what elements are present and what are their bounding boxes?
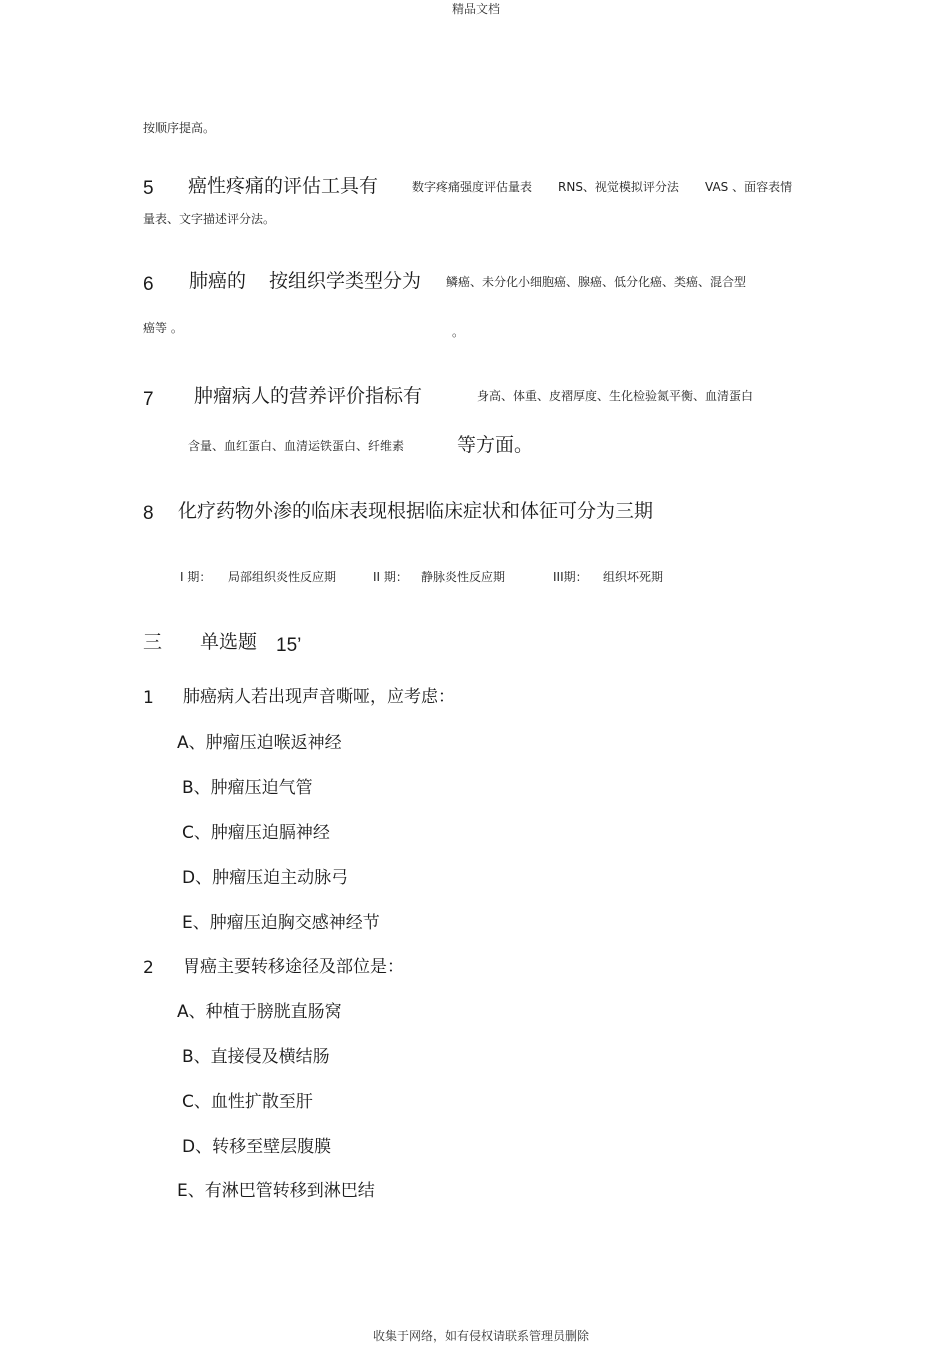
q5-answer-b: RNS、视觉模拟评分法 <box>558 180 679 194</box>
mcq1-option-b: B、肿瘤压迫气管 <box>182 778 313 798</box>
q8-stage-1-label: I 期： <box>180 570 212 584</box>
section3-title: 单选题 <box>200 631 258 653</box>
mcq1-stem: 肺癌病人若出现声音嘶哑，应考虑： <box>183 687 455 707</box>
page-footer: 收集于网络，如有侵权请联系管理员删除 <box>373 1329 590 1343</box>
q6-number: 6 <box>143 274 154 295</box>
mcq1-number: 1 <box>143 688 154 708</box>
q8-stage-1-value: 局部组织炎性反应期 <box>228 570 337 584</box>
page-header: 精品文档 <box>452 2 501 16</box>
mcq1-option-e: E、肿瘤压迫胸交感神经节 <box>182 913 380 933</box>
q6-trailing-mark: 。 <box>452 325 465 339</box>
section3-index: 三 <box>143 631 163 653</box>
q5-stem: 癌性疼痛的评估工具有 <box>188 175 379 197</box>
q6-stem-b: 按组织学类型分为 <box>269 270 422 292</box>
mcq2-option-a: A、种植于膀胱直肠窝 <box>177 1002 342 1022</box>
section3-score: 15’ <box>276 635 302 656</box>
q7-suffix: 等方面。 <box>457 434 534 456</box>
mcq2-option-c: C、血性扩散至肝 <box>182 1092 313 1112</box>
q7-number: 7 <box>143 389 154 410</box>
mcq2-option-b: B、直接侵及横结肠 <box>182 1047 330 1067</box>
q7-stem: 肿瘤病人的营养评价指标有 <box>194 385 423 407</box>
q8-stage-2-value: 静脉炎性反应期 <box>421 570 506 584</box>
carry-over-text: 按顺序提高。 <box>143 121 216 135</box>
mcq1-option-d: D、肿瘤压迫主动脉弓 <box>182 868 349 888</box>
q8-stage-3-label: III期： <box>553 570 588 584</box>
q5-answer-a: 数字疼痛强度评估量表 <box>412 180 533 194</box>
q8-stage-2-label: II 期： <box>373 570 408 584</box>
mcq1-option-a: A、肿瘤压迫喉返神经 <box>177 733 342 753</box>
q6-stem-a: 肺癌的 <box>189 270 247 292</box>
mcq2-option-e: E、有淋巴管转移到淋巴结 <box>177 1181 375 1201</box>
q5-number: 5 <box>143 178 154 199</box>
mcq2-option-d: D、转移至壁层腹膜 <box>182 1137 332 1157</box>
q6-answer-cont: 癌等 。 <box>143 321 183 335</box>
mcq1-option-c: C、肿瘤压迫膈神经 <box>182 823 330 843</box>
q8-number: 8 <box>143 503 154 524</box>
q7-answer-cont: 含量、血红蛋白、血清运铁蛋白、纤维素 <box>188 439 405 453</box>
mcq2-number: 2 <box>143 958 154 978</box>
q8-stage-3-value: 组织坏死期 <box>603 570 664 584</box>
q7-answer: 身高、体重、皮褶厚度、生化检验氮平衡、血清蛋白 <box>477 389 754 403</box>
q6-answer: 鳞癌、未分化小细胞癌、腺癌、低分化癌、类癌、混合型 <box>446 275 747 289</box>
q5-answer-c: VAS 、面容表情 <box>705 180 793 194</box>
mcq2-stem: 胃癌主要转移途径及部位是： <box>183 957 404 977</box>
q5-answer-cont: 量表、文字描述评分法。 <box>143 212 276 226</box>
q8-stem: 化疗药物外渗的临床表现根据临床症状和体征可分为三期 <box>178 500 654 522</box>
